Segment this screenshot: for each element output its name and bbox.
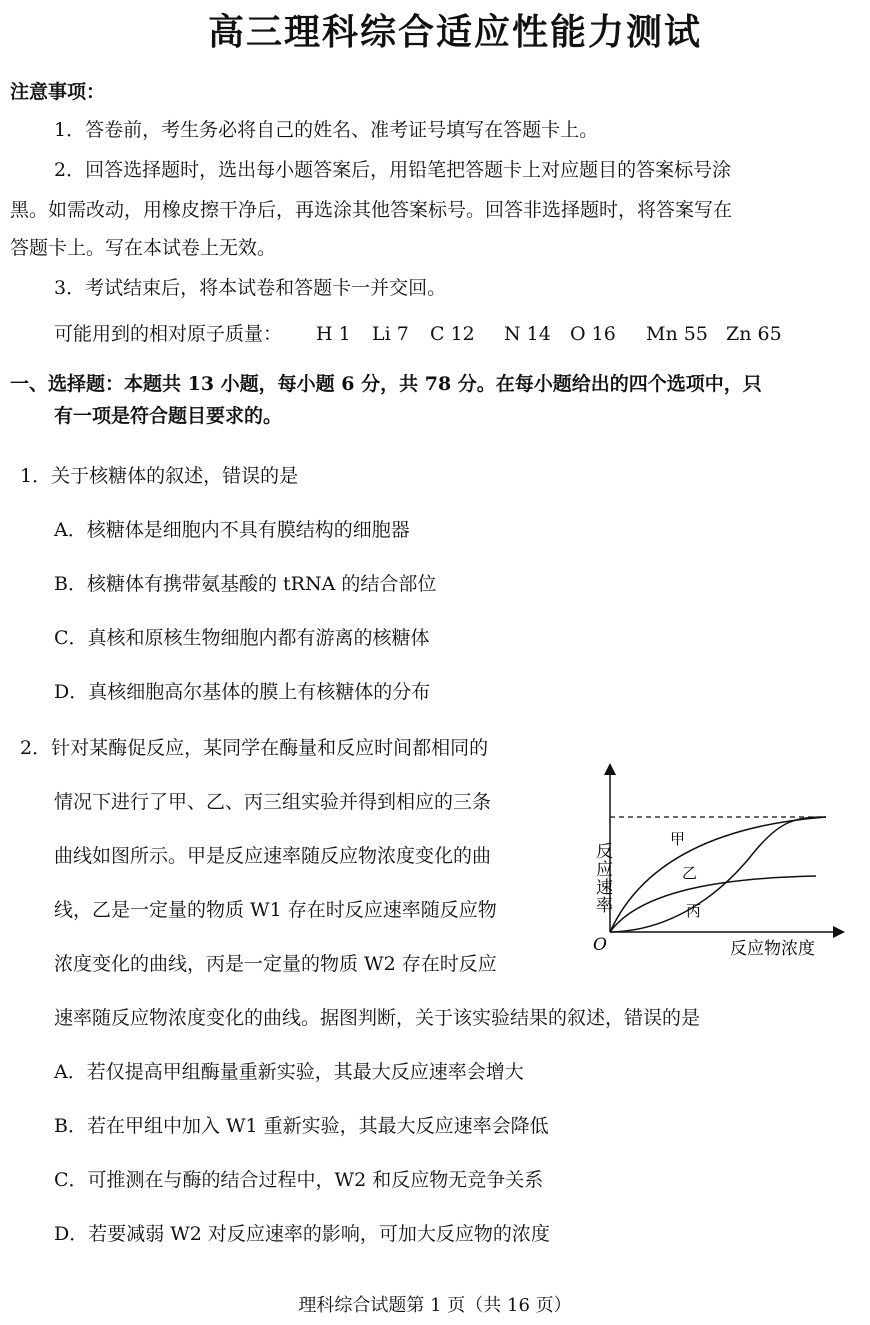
notice-item-2-cont2: 答题卡上。写在本试卷上无效。 [10,237,277,259]
q2-stem-line-2: 情况下进行了甲、乙、丙三组实验并得到相应的三条 [54,791,492,813]
q2-option-a: A．若仅提高甲组酶量重新实验，其最大反应速率会增大 [54,1061,524,1083]
mass-zn: Zn 65 [726,323,782,345]
x-axis-label: 反应物浓度 [730,939,815,959]
mass-n: N 14 [504,323,551,345]
q2-stem-line-5: 浓度变化的曲线，丙是一定量的物质 W2 存在时反应 [54,953,497,975]
origin-label: O [593,935,607,955]
q1-option-c: C．真核和原核生物细胞内都有游离的核糖体 [54,627,430,649]
q1-stem: 1．关于核糖体的叙述，错误的是 [20,465,299,487]
curve-label-jia: 甲 [670,830,686,848]
mass-o: O 16 [570,323,616,345]
section-heading-cont: 有一项是符合题目要求的。 [54,405,283,427]
notice-item-2-cont: 黑。如需改动，用橡皮擦干净后，再选涂其他答案标号。回答非选择题时，将答案写在 [10,199,733,221]
page-footer: 理科综合试题第 1 页（共 16 页） [298,1295,572,1316]
atomic-masses-label: 可能用到的相对原子质量： [54,323,283,345]
q2-option-c: C．可推测在与酶的结合过程中，W2 和反应物无竞争关系 [54,1169,544,1191]
section-heading: 一、选择题：本题共 13 小题，每小题 6 分，共 78 分。在每小题给出的四个选项中，只 [10,373,762,395]
y-axis-label: 反应速率 [592,842,612,914]
page-title: 高三理科综合适应性能力测试 [207,11,702,53]
curve-yi [610,876,816,932]
q1-option-b: B．核糖体有携带氨基酸的 tRNA 的结合部位 [54,573,437,595]
mass-li: Li 7 [372,323,409,345]
notice-item-3: 3．考试结束后，将本试卷和答题卡一并交回。 [54,277,447,299]
notice-item-2: 2．回答选择题时，选出每小题答案后，用铅笔把答题卡上对应题目的答案标号涂 [54,159,732,181]
q2-stem-line-1: 2．针对某酶促反应，某同学在酶量和反应时间都相同的 [20,737,489,759]
q1-option-d: D．真核细胞高尔基体的膜上有核糖体的分布 [54,681,431,703]
q2-stem-line-6: 速率随反应物浓度变化的曲线。据图判断，关于该实验结果的叙述，错误的是 [54,1007,701,1029]
enzyme-rate-figure [580,756,850,966]
mass-mn: Mn 55 [646,323,708,345]
curve-label-yi: 乙 [682,864,698,882]
mass-c: C 12 [430,323,475,345]
curve-label-bing: 丙 [686,902,702,920]
notice-item-1: 1．答卷前，考生务必将自己的姓名、准考证号填写在答题卡上。 [54,119,599,141]
q2-option-d: D．若要减弱 W2 对反应速率的影响，可加大反应物的浓度 [54,1223,550,1245]
q2-stem-line-3: 曲线如图所示。甲是反应速率随反应物浓度变化的曲 [54,845,492,867]
curve-jia [610,817,826,932]
q1-option-a: A．核糖体是细胞内不具有膜结构的细胞器 [54,519,410,541]
q2-option-b: B．若在甲组中加入 W1 重新实验，其最大反应速率会降低 [54,1115,549,1137]
mass-h: H 1 [316,323,351,345]
notice-heading: 注意事项： [10,81,106,103]
curve-bing [610,817,826,932]
q2-stem-line-4: 线，乙是一定量的物质 W1 存在时反应速率随反应物 [54,899,497,921]
